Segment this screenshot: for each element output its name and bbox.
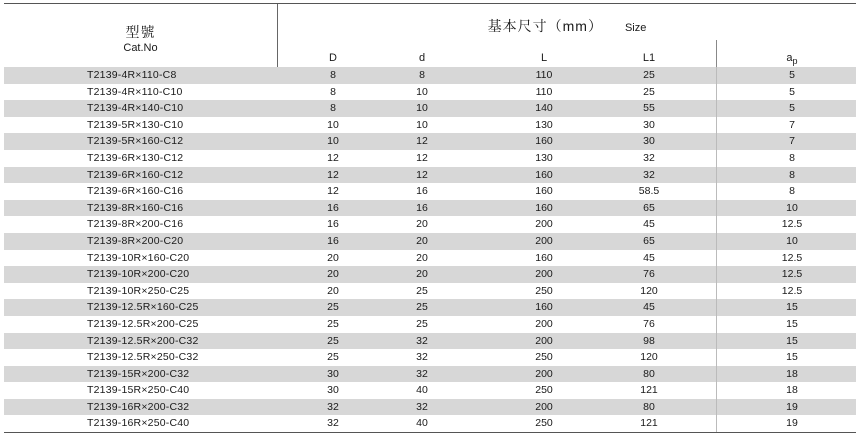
cell-L1: 76 <box>643 268 655 281</box>
col-header-L: L <box>540 52 548 64</box>
table-row <box>4 316 856 333</box>
cell-D: 20 <box>327 268 339 281</box>
row-divider <box>716 216 717 233</box>
spec-table <box>4 3 856 433</box>
cell-L: 110 <box>535 85 553 98</box>
col-header-D: D <box>329 52 337 64</box>
cell-ap: 10 <box>786 201 798 214</box>
cell-ap: 15 <box>786 301 798 314</box>
table-body <box>4 67 856 433</box>
table-row <box>4 382 856 399</box>
table-row <box>4 299 856 316</box>
cell-L1: 120 <box>640 284 658 297</box>
cell-ap: 8 <box>789 185 795 198</box>
cell-L1: 45 <box>643 301 655 314</box>
cell-D: 30 <box>327 384 339 397</box>
cell-cat-no: T2139-4R×110-C8 <box>87 69 177 81</box>
cell-cat-no: T2139-10R×160-C20 <box>87 251 190 264</box>
cell-D: 16 <box>327 218 339 231</box>
cell-D: 8 <box>330 85 336 98</box>
cell-D: 20 <box>327 251 339 264</box>
table-row <box>4 167 856 184</box>
cell-d: 12 <box>416 135 428 148</box>
cell-d: 40 <box>416 384 428 397</box>
row-divider <box>716 183 717 200</box>
row-divider <box>716 366 717 383</box>
cell-L: 130 <box>535 118 553 131</box>
cell-L: 200 <box>535 317 553 330</box>
cell-ap: 15 <box>786 351 798 364</box>
cell-L: 140 <box>535 102 553 115</box>
cell-cat-no: T2139-8R×200-C20 <box>87 234 184 247</box>
row-divider <box>716 283 717 300</box>
ap-column-divider <box>716 40 717 67</box>
cell-L1: 32 <box>643 168 655 181</box>
row-divider <box>716 167 717 184</box>
cell-d: 25 <box>416 284 428 297</box>
cell-ap: 18 <box>786 367 798 380</box>
cell-cat-no: T2139-4R×110-C10 <box>87 85 183 98</box>
cell-cat-no: T2139-4R×140-C10 <box>87 102 184 115</box>
table-row <box>4 133 856 150</box>
cell-L: 200 <box>535 268 553 281</box>
cell-ap: 8 <box>789 151 795 164</box>
cell-d: 10 <box>416 85 428 98</box>
table-row <box>4 399 856 416</box>
cell-L1: 55 <box>643 102 655 115</box>
col-header-ap <box>762 52 822 66</box>
row-divider <box>716 233 717 250</box>
cell-D: 10 <box>327 135 339 148</box>
cell-D: 12 <box>327 151 339 164</box>
cell-L: 200 <box>535 400 553 413</box>
table-row <box>4 283 856 300</box>
cell-ap: 12.5 <box>781 268 803 281</box>
row-divider <box>716 316 717 333</box>
cell-D: 8 <box>330 102 336 115</box>
cell-L1: 25 <box>643 85 655 98</box>
cell-cat-no: T2139-16R×200-C32 <box>87 400 190 413</box>
cell-ap: 7 <box>789 118 795 131</box>
cell-D: 32 <box>327 417 339 430</box>
cell-d: 20 <box>416 251 428 264</box>
cell-D: 16 <box>327 234 339 247</box>
row-divider <box>716 399 717 416</box>
cell-cat-no: T2139-8R×200-C16 <box>87 218 184 231</box>
table-row <box>4 333 856 350</box>
cell-d: 10 <box>416 118 428 131</box>
cell-cat-no: T2139-5R×130-C10 <box>87 118 184 131</box>
cell-d: 10 <box>416 102 428 115</box>
cell-d: 20 <box>416 218 428 231</box>
row-divider <box>716 333 717 350</box>
col-header-ap-base: a <box>786 52 793 64</box>
cell-d: 25 <box>416 301 428 314</box>
cell-d: 16 <box>416 201 428 214</box>
cell-L: 160 <box>535 168 553 181</box>
row-divider <box>716 200 717 217</box>
cell-d: 25 <box>416 317 428 330</box>
table-header <box>4 3 856 67</box>
cell-D: 20 <box>327 284 339 297</box>
row-divider <box>716 117 717 134</box>
size-header-en: Size <box>624 22 647 34</box>
cell-L: 200 <box>535 234 553 247</box>
cell-D: 12 <box>327 185 339 198</box>
cell-d: 16 <box>416 185 428 198</box>
cell-L: 250 <box>535 351 553 364</box>
cell-cat-no: T2139-6R×130-C12 <box>87 151 184 164</box>
cell-D: 10 <box>327 118 339 131</box>
cell-d: 32 <box>416 351 428 364</box>
cell-ap: 15 <box>786 317 798 330</box>
table-row <box>4 415 856 433</box>
cell-L1: 45 <box>643 218 655 231</box>
cell-L: 200 <box>535 367 553 380</box>
cell-d: 12 <box>416 168 428 181</box>
size-header <box>278 16 856 36</box>
table-row <box>4 349 856 366</box>
cell-ap: 18 <box>786 384 798 397</box>
model-header-zh: 型號 <box>125 24 156 40</box>
cell-L: 250 <box>535 284 553 297</box>
table-row <box>4 366 856 383</box>
cell-cat-no: T2139-5R×160-C12 <box>87 135 184 148</box>
cell-d: 12 <box>416 151 428 164</box>
cell-D: 25 <box>327 301 339 314</box>
cell-L: 200 <box>535 218 553 231</box>
cell-ap: 7 <box>789 135 795 148</box>
cell-D: 12 <box>327 168 339 181</box>
cell-cat-no: T2139-8R×160-C16 <box>87 201 184 214</box>
cell-cat-no: T2139-12.5R×200-C32 <box>87 334 199 347</box>
cell-d: 32 <box>416 334 428 347</box>
cell-L: 160 <box>535 185 553 198</box>
cell-ap: 5 <box>789 85 795 98</box>
cell-L: 160 <box>535 201 553 214</box>
cell-ap: 8 <box>789 168 795 181</box>
row-divider <box>716 133 717 150</box>
cell-L1: 65 <box>643 234 655 247</box>
cell-d: 32 <box>416 400 428 413</box>
table-row <box>4 266 856 283</box>
col-header-d: d <box>418 52 426 64</box>
col-header-ap-sub: p <box>792 56 798 67</box>
table-row <box>4 117 856 134</box>
cell-ap: 19 <box>786 400 798 413</box>
cell-d: 40 <box>416 417 428 430</box>
row-divider <box>716 150 717 167</box>
cell-L1: 120 <box>640 351 658 364</box>
cell-L1: 76 <box>643 317 655 330</box>
cell-d: 32 <box>416 367 428 380</box>
cell-ap: 12.5 <box>781 251 803 264</box>
table-row <box>4 200 856 217</box>
cell-d: 20 <box>416 234 428 247</box>
cell-cat-no: T2139-6R×160-C12 <box>87 168 184 181</box>
cell-L: 160 <box>535 301 553 314</box>
model-header-en: Cat.No <box>123 42 158 54</box>
cell-L1: 25 <box>643 69 655 81</box>
cell-ap: 15 <box>786 334 798 347</box>
cell-cat-no: T2139-16R×250-C40 <box>87 417 190 430</box>
cell-d: 8 <box>419 69 425 81</box>
row-divider <box>716 382 717 399</box>
cell-cat-no: T2139-15R×250-C40 <box>87 384 190 397</box>
cell-ap: 19 <box>786 417 798 430</box>
cell-L1: 121 <box>640 384 658 397</box>
cell-L1: 121 <box>640 417 658 430</box>
cell-D: 8 <box>330 69 336 81</box>
cell-L: 250 <box>535 384 553 397</box>
cell-ap: 12.5 <box>781 218 803 231</box>
cell-cat-no: T2139-12.5R×200-C25 <box>87 317 199 330</box>
row-divider <box>716 266 717 283</box>
row-divider <box>716 250 717 267</box>
cell-ap: 12.5 <box>781 284 803 297</box>
cell-L1: 30 <box>643 118 655 131</box>
cell-d: 20 <box>416 268 428 281</box>
cell-L1: 58.5 <box>638 185 660 198</box>
model-header <box>4 4 277 67</box>
cell-L1: 45 <box>643 251 655 264</box>
table-row <box>4 100 856 117</box>
table-row <box>4 233 856 250</box>
cell-L: 200 <box>535 334 553 347</box>
cell-cat-no: T2139-10R×250-C25 <box>87 284 190 297</box>
cell-D: 25 <box>327 334 339 347</box>
cell-cat-no: T2139-10R×200-C20 <box>87 268 190 281</box>
cell-D: 30 <box>327 367 339 380</box>
col-header-L1: L1 <box>642 52 656 64</box>
cell-ap: 5 <box>789 102 795 115</box>
cell-L1: 80 <box>643 400 655 413</box>
cell-cat-no: T2139-12.5R×250-C32 <box>87 351 199 364</box>
table-row <box>4 150 856 167</box>
row-divider <box>716 415 717 432</box>
row-divider <box>716 299 717 316</box>
cell-L1: 80 <box>643 367 655 380</box>
cell-L: 110 <box>535 69 553 81</box>
cell-L: 130 <box>535 151 553 164</box>
cell-cat-no: T2139-15R×200-C32 <box>87 367 190 380</box>
cell-L: 250 <box>535 417 553 430</box>
cell-D: 25 <box>327 351 339 364</box>
cell-D: 16 <box>327 201 339 214</box>
size-header-zh: 基本尺寸（mm） <box>487 18 603 34</box>
table-row <box>4 216 856 233</box>
cell-cat-no: T2139-12.5R×160-C25 <box>87 301 199 314</box>
cell-ap: 10 <box>786 234 798 247</box>
table-row <box>4 250 856 267</box>
cell-L1: 65 <box>643 201 655 214</box>
cell-L1: 30 <box>643 135 655 148</box>
cell-D: 25 <box>327 317 339 330</box>
table-row <box>4 84 856 101</box>
cell-L: 160 <box>535 251 553 264</box>
cell-L1: 98 <box>643 334 655 347</box>
table-row <box>4 67 856 84</box>
row-divider <box>716 67 717 84</box>
row-divider <box>716 100 717 117</box>
cell-ap: 5 <box>789 69 795 81</box>
row-divider <box>716 84 717 101</box>
cell-D: 32 <box>327 400 339 413</box>
cell-L: 160 <box>535 135 553 148</box>
cell-cat-no: T2139-6R×160-C16 <box>87 185 184 198</box>
table-row <box>4 183 856 200</box>
cell-L1: 32 <box>643 151 655 164</box>
row-divider <box>716 349 717 366</box>
